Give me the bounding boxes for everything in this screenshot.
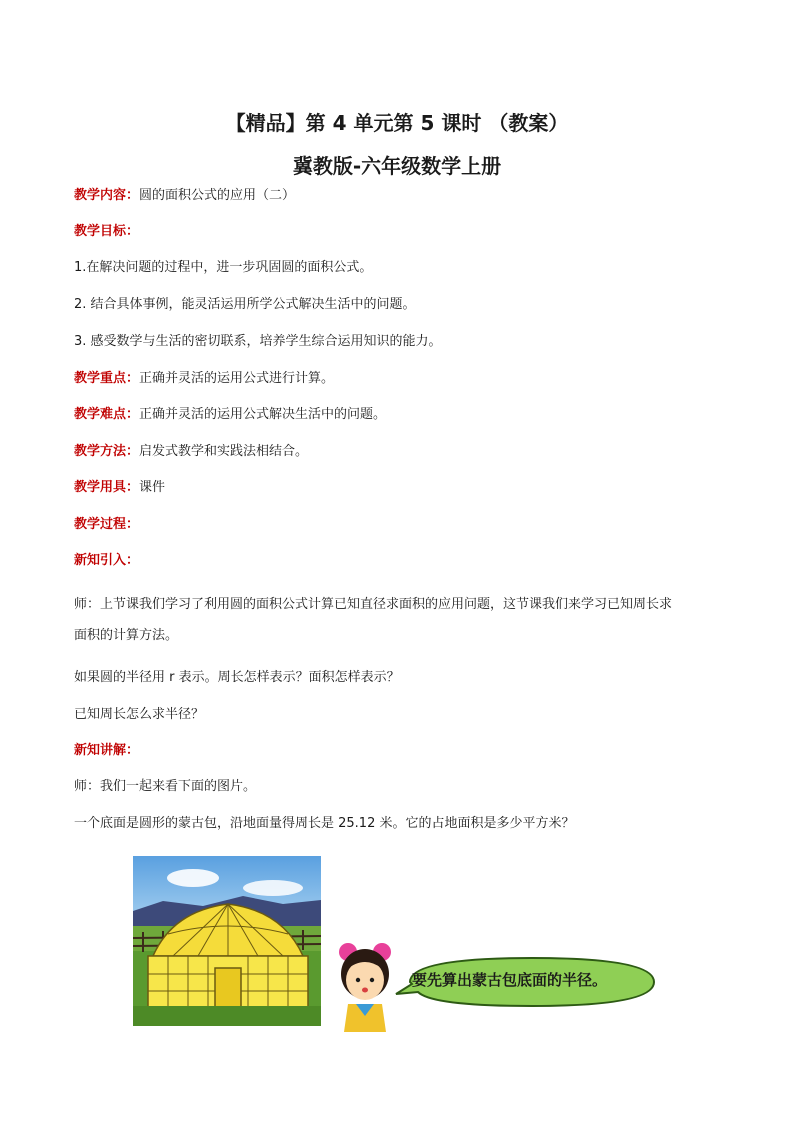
method-label: 教学方法： xyxy=(74,444,140,459)
intro-teacher-line: 面积的计算方法。 xyxy=(74,628,179,643)
tool-label: 教学用具： xyxy=(74,480,140,495)
intro-label: 新知引入： xyxy=(74,553,140,568)
key-label: 教学重点： xyxy=(74,371,140,386)
girl-illustration xyxy=(330,932,400,1032)
intro-teacher-line: 师：上节课我们学习了利用圆的面积公式计算已知直径求面积的应用问题，这节课我们来学习已知周长求 xyxy=(74,597,673,612)
difficulty-row xyxy=(74,403,386,422)
intro-question: 如果圆的半径用 r 表示。周长怎样表示？面积怎样表示？ xyxy=(74,670,400,685)
method-row xyxy=(74,440,308,459)
difficulty-label: 教学难点： xyxy=(74,407,140,422)
doc-subtitle: 冀教版-六年级数学上册 xyxy=(292,154,502,178)
process-label: 教学过程： xyxy=(74,517,140,532)
tool-row xyxy=(74,476,165,495)
explain-problem: 一个底面是圆形的蒙古包，沿地面量得周长是 25.12 米。它的占地面积是多少平方米？ xyxy=(74,816,575,831)
content-label: 教学内容： xyxy=(74,188,140,203)
difficulty-value: 正确并灵活的运用公式解决生活中的问题。 xyxy=(139,407,387,422)
explain-row xyxy=(74,739,139,758)
goal-row xyxy=(74,220,139,239)
key-value: 正确并灵活的运用公式进行计算。 xyxy=(139,371,335,386)
goal-item: 1.在解决问题的过程中，进一步巩固圆的面积公式。 xyxy=(74,260,373,275)
explain-label: 新知讲解： xyxy=(74,743,140,758)
content-row xyxy=(74,184,295,203)
content-value: 圆的面积公式的应用（二） xyxy=(139,188,296,203)
goal-item: 2. 结合具体事例，能灵活运用所学公式解决生活中的问题。 xyxy=(74,297,416,312)
doc-title: 【精品】第 4 单元第 5 课时 （教案） xyxy=(225,111,569,135)
yurt-scene xyxy=(133,856,321,1026)
intro-row xyxy=(74,549,139,568)
yurt-illustration xyxy=(133,856,321,1026)
girl-figure xyxy=(330,932,400,1032)
process-row xyxy=(74,513,139,532)
tool-value: 课件 xyxy=(139,480,166,495)
key-row xyxy=(74,367,334,386)
speech-text: 要先算出蒙古包底面的半径。 xyxy=(412,971,608,989)
method-value: 启发式教学和实践法相结合。 xyxy=(139,444,309,459)
intro-question: 已知周长怎么求半径？ xyxy=(74,707,205,722)
explain-teacher-line: 师：我们一起来看下面的图片。 xyxy=(74,779,257,794)
goal-label: 教学目标： xyxy=(74,224,140,239)
goal-item: 3. 感受数学与生活的密切联系，培养学生综合运用知识的能力。 xyxy=(74,334,442,349)
